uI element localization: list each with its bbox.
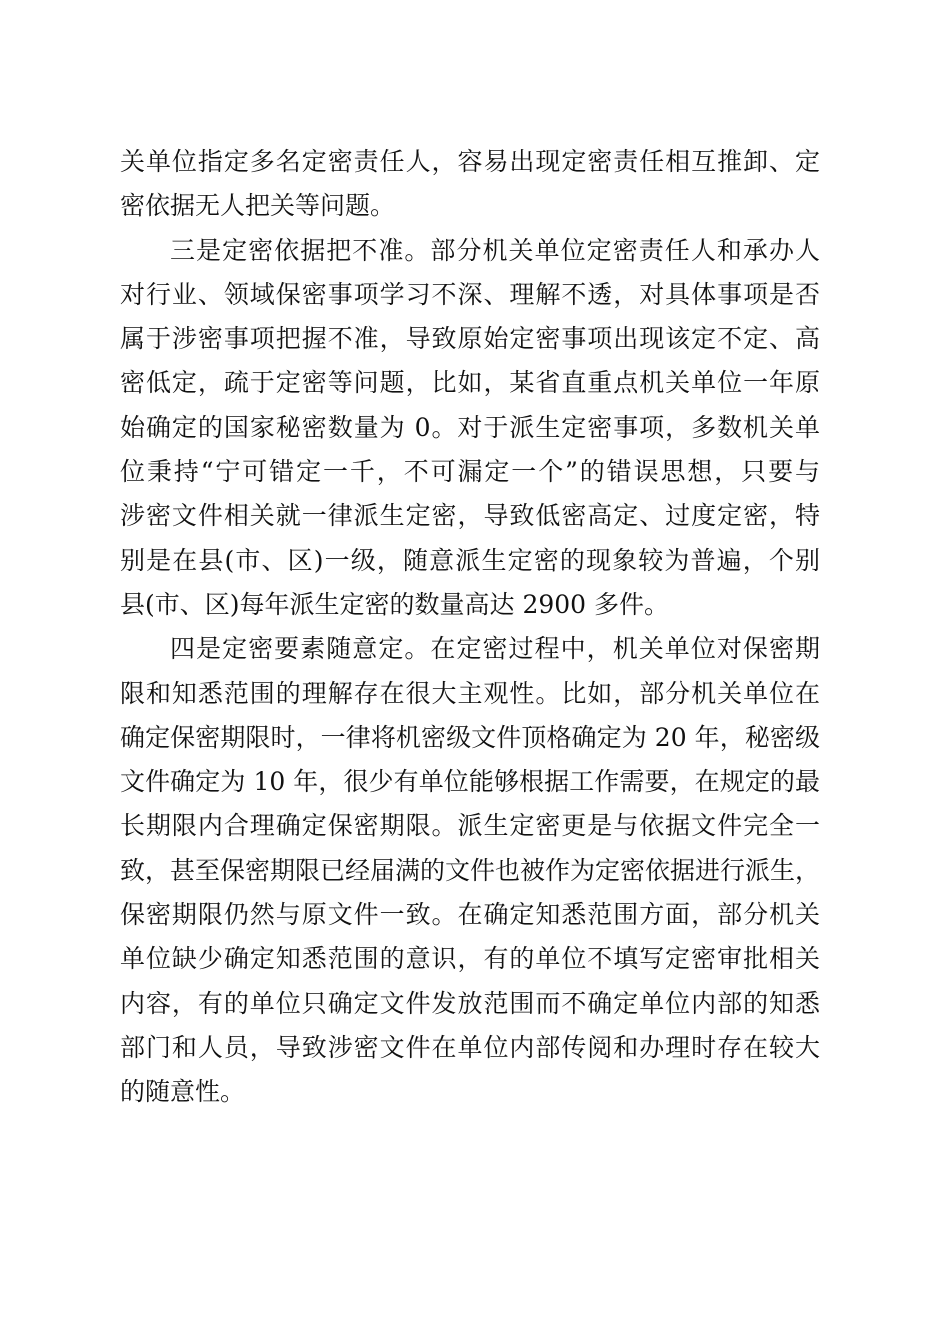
text-line: 位秉持“宁可错定一千，不可漏定一个”的错误思想，只要与: [120, 457, 820, 487]
text-line: 密依据无人把关等问题。: [120, 191, 396, 221]
document-body: [120, 140, 820, 1115]
text-line: 单位缺少确定知悉范围的意识，有的单位不填写定密审批相关: [120, 944, 820, 974]
text-line: 文件确定为 10 年，很少有单位能够根据工作需要，在规定的最: [120, 767, 820, 797]
text-line: 关单位指定多名定密责任人，容易出现定密责任相互推卸、定: [120, 147, 820, 176]
text-line: 属于涉密事项把握不准，导致原始定密事项出现该定不定、高: [120, 324, 820, 354]
text-line: 对行业、领域保密事项学习不深、理解不透，对具体事项是否: [120, 279, 820, 309]
paragraph-1: [120, 140, 820, 229]
text-line: 密低定，疏于定密等问题，比如，某省直重点机关单位一年原: [120, 368, 820, 398]
text-line: 保密期限仍然与原文件一致。在确定知悉范围方面，部分机关: [120, 900, 820, 930]
text-line: 四是定密要素随意定。在定密过程中，机关单位对保密期: [170, 634, 820, 664]
paragraph-3: [120, 627, 820, 1114]
text-line: 确定保密期限时，一律将机密级文件顶格确定为 20 年，秘密级: [120, 722, 820, 752]
text-line: 的随意性。: [120, 1077, 246, 1107]
text-line: 三是定密依据把不准。部分机关单位定密责任人和承办人: [170, 235, 820, 265]
text-line: 限和知悉范围的理解存在很大主观性。比如，部分机关单位在: [120, 678, 820, 708]
text-line: 部门和人员，导致涉密文件在单位内部传阅和办理时存在较大: [120, 1032, 820, 1062]
text-line: 长期限内合理确定保密期限。派生定密更是与依据文件完全一: [120, 811, 820, 841]
text-line: 别是在县(市、区)一级，随意派生定密的现象较为普遍，个别: [120, 545, 820, 575]
text-line: 致，甚至保密期限已经届满的文件也被作为定密依据进行派生，: [120, 855, 821, 885]
text-line: 县(市、区)每年派生定密的数量高达 2900 多件。: [120, 589, 670, 619]
paragraph-2: [120, 229, 820, 628]
text-line: 内容，有的单位只确定文件发放范围而不确定单位内部的知悉: [120, 988, 820, 1018]
text-line: 涉密文件相关就一律派生定密，导致低密高定、过度定密，特: [120, 501, 820, 531]
text-line: 始确定的国家秘密数量为 0。对于派生定密事项，多数机关单: [120, 412, 820, 442]
